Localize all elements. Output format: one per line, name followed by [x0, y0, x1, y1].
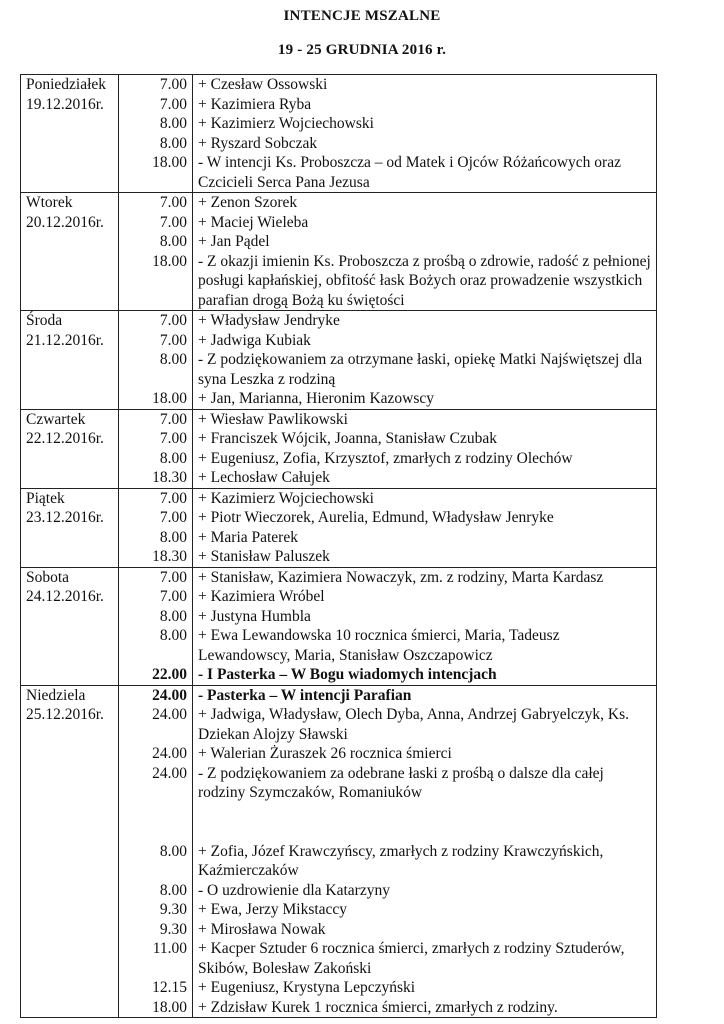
day-row — [21, 567, 657, 685]
day-cell — [21, 488, 119, 567]
intention-text: + Zdzisław Kurek 1 rocznica śmierci, zmarłych z rodziny. — [198, 998, 558, 1016]
day-row — [21, 75, 657, 193]
intentions-cell — [193, 488, 657, 567]
intention-text: + Jan, Marianna, Hieronim Kazowscy — [198, 390, 435, 407]
page-title: INTENCJE MSZALNE — [283, 8, 441, 24]
mass-time: 12.15 — [152, 979, 187, 996]
mass-intentions-table — [20, 74, 657, 1018]
day-date: 22.12.2016r. — [26, 430, 104, 447]
mass-time: 8.00 — [159, 627, 187, 644]
day-date: 24.12.2016r. — [26, 588, 104, 605]
intention-text: + Kazimiera Ryba — [198, 95, 312, 113]
day-name: Wtorek — [26, 194, 73, 211]
mass-time: 22.00 — [152, 666, 187, 683]
intentions-cell — [193, 685, 657, 1018]
intention-text: - Z podziękowaniem za odebrane łaski z prośbą o dalsze dla całej rodziny Szymczaków, Romaniuków — [198, 764, 604, 801]
intention-text: + Jan Pądel — [198, 233, 270, 250]
times-cell — [119, 311, 193, 410]
mass-time: 7.00 — [159, 76, 187, 93]
intention-text: + Stanisław Paluszek — [198, 548, 330, 565]
day-row — [21, 311, 657, 410]
mass-time: 7.00 — [159, 430, 187, 447]
intention-text: + Wiesław Pawlikowski — [198, 410, 348, 428]
mass-time: 8.00 — [159, 528, 187, 546]
day-cell — [21, 567, 119, 685]
day-row — [21, 193, 657, 311]
intention-text: + Kazimiera Wróbel — [198, 588, 325, 605]
intention-text: - O uzdrowienie dla Katarzyny — [198, 881, 390, 899]
times-cell — [119, 685, 193, 1018]
day-cell — [21, 311, 119, 410]
day-name: Niedziela — [26, 686, 86, 704]
day-cell — [21, 685, 119, 1018]
intention-text: - I Pasterka – W Bogu wiadomych intencjach — [198, 666, 497, 683]
mass-time: 7.00 — [159, 213, 187, 231]
mass-time: 8.00 — [159, 351, 187, 368]
intention-text: + Lechosław Całujek — [198, 469, 330, 486]
intention-text: + Maciej Wieleba — [198, 213, 309, 231]
mass-time: 7.00 — [159, 588, 187, 605]
day-date: 21.12.2016r. — [26, 331, 104, 349]
day-cell — [21, 193, 119, 311]
day-name: Czwartek — [26, 410, 86, 428]
intention-text: + Mirosława Nowak — [198, 920, 326, 938]
intention-text: + Ryszard Sobczak — [198, 134, 318, 152]
mass-time: 7.00 — [159, 95, 187, 113]
intentions-cell — [193, 409, 657, 488]
intention-text: + Ewa, Jerzy Mikstaccy — [198, 901, 348, 918]
mass-time: 7.00 — [159, 509, 187, 526]
mass-time: 11.00 — [152, 940, 187, 957]
times-cell — [119, 488, 193, 567]
mass-time: 24.00 — [152, 764, 187, 782]
day-cell — [21, 75, 119, 193]
intention-text: + Czesław Ossowski — [198, 76, 328, 93]
times-cell — [119, 75, 193, 193]
mass-time: 24.00 — [152, 706, 187, 723]
intention-text: + Eugeniusz, Krystyna Lepczyński — [198, 979, 416, 996]
intention-text: + Kacper Sztuder 6 rocznica śmierci, zmarłych z rodziny Sztuderów, Skibów, Bolesław Zakoński — [198, 940, 625, 977]
mass-time: 9.30 — [159, 920, 187, 938]
mass-time: 18.00 — [152, 998, 187, 1016]
mass-time: 8.00 — [159, 881, 187, 899]
intention-text: + Zenon Szorek — [198, 194, 298, 211]
mass-time: 9.30 — [159, 901, 187, 918]
intention-text: - Z okazji imienin Ks. Proboszcza z prośbą o zdrowie, radość z pełnionej posługi kapłańskiej, obfitość łask Bożych oraz prowadzenie wszystkich parafian drogą Bożą ku świętości — [198, 252, 651, 309]
mass-time: 7.00 — [159, 331, 187, 349]
day-date: 20.12.2016r. — [26, 213, 104, 231]
intentions-cell — [193, 311, 657, 410]
times-cell — [119, 409, 193, 488]
mass-time: 7.00 — [159, 568, 187, 586]
intention-text: + Władysław Jendryke — [198, 312, 340, 329]
intention-text: + Justyna Humbla — [198, 607, 311, 625]
mass-time: 24.00 — [152, 686, 187, 704]
intention-text: - W intencji Ks. Proboszcza – od Matek i Ojców Różańcowych oraz Czcicieli Serca Pana Jezusa — [198, 154, 621, 191]
mass-time: 7.00 — [159, 312, 187, 329]
intentions-cell — [193, 75, 657, 193]
day-row — [21, 409, 657, 488]
intention-text: - Z podziękowaniem za otrzymane łaski, opiekę Matki Najświętszej dla syna Leszka z rodziną — [198, 351, 643, 388]
mass-time: 8.00 — [159, 115, 187, 132]
intention-text: + Piotr Wieczorek, Aurelia, Edmund, Władysław Jenryke — [198, 509, 554, 526]
mass-time: 8.00 — [159, 233, 187, 250]
times-cell — [119, 567, 193, 685]
day-name: Środa — [26, 312, 63, 329]
page-subtitle: 19 - 25 GRUDNIA 2016 r. — [277, 42, 447, 58]
intention-text: + Ewa Lewandowska 10 rocznica śmierci, Maria, Tadeusz Lewandowscy, Maria, Stanisław Oszczapowicz — [198, 627, 560, 664]
mass-time: 18.30 — [152, 469, 187, 486]
mass-time: 18.00 — [152, 390, 187, 407]
day-cell — [21, 409, 119, 488]
mass-time: 7.00 — [159, 410, 187, 428]
intention-text: + Eugeniusz, Zofia, Krzysztof, zmarłych z rodziny Olechów — [198, 449, 573, 467]
day-date: 25.12.2016r. — [26, 706, 104, 723]
mass-time: 18.00 — [152, 154, 187, 171]
intention-text: + Kazimierz Wojciechowski — [198, 489, 374, 507]
intention-text: + Maria Paterek — [198, 528, 298, 546]
day-row — [21, 685, 657, 1018]
intention-text: + Walerian Żuraszek 26 rocznica śmierci — [198, 745, 452, 762]
intention-text: + Stanisław, Kazimiera Nowaczyk, zm. z rodziny, Marta Kardasz — [198, 568, 604, 586]
day-row — [21, 488, 657, 567]
mass-time: 8.00 — [159, 449, 187, 467]
mass-time: 7.00 — [159, 194, 187, 211]
intention-text: + Jadwiga Kubiak — [198, 331, 311, 349]
mass-time: 7.00 — [159, 489, 187, 507]
mass-time: 8.00 — [159, 607, 187, 625]
mass-time: 18.30 — [152, 548, 187, 565]
mass-time: 8.00 — [159, 134, 187, 152]
day-date: 23.12.2016r. — [26, 509, 104, 526]
intention-text: - Pasterka – W intencji Parafian — [198, 686, 412, 704]
day-name: Sobota — [26, 568, 70, 586]
intentions-cell — [193, 567, 657, 685]
intention-text: + Kazimierz Wojciechowski — [198, 115, 374, 132]
day-date: 19.12.2016r. — [26, 95, 104, 113]
day-name: Poniedziałek — [26, 76, 107, 93]
intention-text: + Zofia, Józef Krawczyńscy, zmarłych z rodziny Krawczyńskich, Kaźmierczaków — [198, 842, 604, 879]
day-name: Piątek — [26, 489, 65, 507]
intention-text: + Jadwiga, Władysław, Olech Dyba, Anna, Andrzej Gabryelczyk, Ks. Dziekan Alojzy Sławski — [198, 706, 629, 743]
intentions-cell — [193, 193, 657, 311]
mass-time: 24.00 — [152, 745, 187, 762]
mass-time: 18.00 — [152, 252, 187, 270]
times-cell — [119, 193, 193, 311]
intention-text: + Franciszek Wójcik, Joanna, Stanisław Czubak — [198, 430, 498, 447]
mass-time: 8.00 — [159, 842, 187, 860]
